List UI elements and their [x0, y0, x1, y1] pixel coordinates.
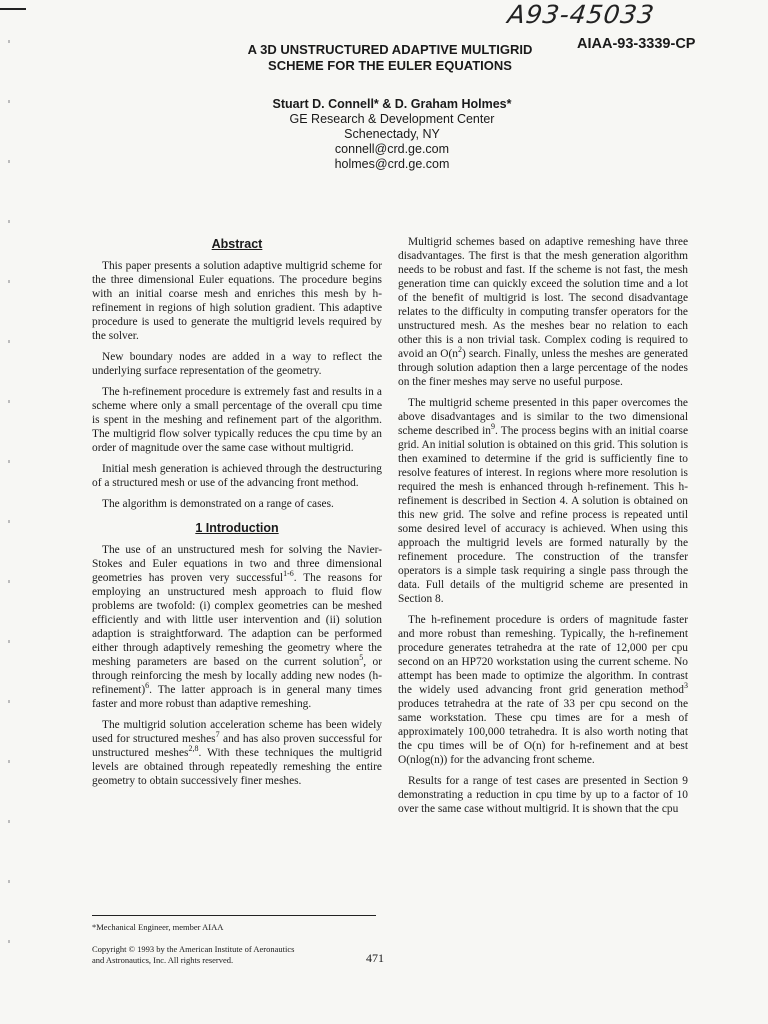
footnote: *Mechanical Engineer, member AIAA: [92, 922, 224, 932]
introduction-heading: 1 Introduction: [195, 521, 279, 535]
scan-corner-mark: [0, 8, 26, 10]
author-email-2: holmes@crd.ge.com: [334, 157, 450, 171]
author-names: Stuart D. Connell* & D. Graham Holmes*: [272, 97, 512, 111]
abstract-paragraph-1: This paper presents a solution adaptive multigrid scheme for the three dimensional Euler equations. The procedure begins with an initial coarse mesh and enriches this mesh by h-refinement in regions of high solution gradient. This adaptive procedure is used to generate the multigrid levels required by the solver.: [92, 260, 382, 342]
right-paragraph-1: [398, 235, 688, 389]
citation-superscript: 9: [490, 422, 495, 432]
handwritten-accession-number: A93-45033: [505, 0, 657, 29]
right-p1-text-a: Multigrid schemes based on adaptive remeshing have three disadvantages. The first is that the mesh generation algorithm needs to be robust and fast. If the scheme is not fast, the mesh generation time can quickly exceed the solution time and a lot of the benefit of multigrid is lost. The second disadvantage relates to the difficulty in computing transfer operators for the unstructured mesh. As the meshes bear no relation to each other this is a non trivial task. Complex coding is required to avoid an O(n: [398, 236, 688, 360]
copyright-line-1: Copyright © 1993 by the American Institute of Aeronautics: [92, 944, 295, 954]
intro-paragraph-2: [92, 718, 382, 788]
abstract-paragraph-3: The h-refinement procedure is extremely fast and results in a scheme where only a small percentage of the overall cpu time is spent in the meshing and refinement part of the algorithm. The multigrid flow solver typically reduces the cpu time by an order of magnitude over the same case without multigrid.: [92, 386, 382, 454]
scan-margin-marks: [8, 40, 10, 1000]
title-line-2: SCHEME FOR THE EULER EQUATIONS: [268, 58, 512, 73]
author-block: [230, 97, 554, 172]
copyright-notice: [92, 944, 372, 966]
intro-p1-text-b: . The reasons for employing an unstructured mesh approach to fluid flow problems are twofold: (i) complex geometries can be meshed efficiently and with little user intervention and (ii) solution adaption is straightforward. The adaption can be performed either through adaptively remeshing the geometry where the meshing parameters are based on the current solution: [92, 572, 382, 668]
paper-title: [180, 42, 600, 74]
right-p2-text-b: . The process begins with an initial coarse grid. An initial solution is obtained on this grid. This solution is then examined to determine if the grid is sufficiently fine to resolve features of interest. In regions where more resolution is required the mesh is enhanced through h-refinement. This h-refinement is described in Section 4. A solution is obtained on this new grid. The solve and refine process is repeated until some desired level of accuracy is achieved. When using this approach the multigrid levels are formed naturally by the refinement procedure. The construction of the transfer operators is a simple task requiring a single pass through the data. Full details of the multigrid scheme are presented in Section 8.: [398, 425, 688, 605]
footnote-divider: [92, 915, 376, 916]
copyright-line-2: and Astronautics, Inc. All rights reserved.: [92, 955, 234, 965]
abstract-paragraph-5: The algorithm is demonstrated on a range of cases.: [102, 498, 334, 510]
intro-p1-text-d: . The latter approach is in general many times faster and more robust than adaptive remeshing.: [92, 684, 382, 710]
citation-superscript: 1-6: [283, 569, 294, 579]
citation-superscript: 6: [145, 681, 150, 691]
intro-p2-text-c: . With these techniques the multigrid levels are obtained through repeatedly remeshing the entire geometry to obtain successively finer meshes.: [92, 747, 382, 787]
right-paragraph-2: [398, 396, 688, 606]
author-organization: GE Research & Development Center: [289, 112, 495, 126]
intro-p2-text-a: The multigrid solution acceleration scheme has been widely used for structured meshes: [92, 719, 382, 745]
author-location: Schenectady, NY: [344, 127, 440, 141]
citation-superscript: 3: [684, 681, 688, 691]
title-line-1: A 3D UNSTRUCTURED ADAPTIVE MULTIGRID: [247, 42, 533, 57]
intro-p1-text-c: , or through reinforcing the mesh by locally adding new nodes (h-refinement): [92, 656, 382, 696]
right-p3-text-a: The h-refinement procedure is orders of magnitude faster and more robust than remeshing. Typically, the h-refinement procedure generates tetrahedra at the rate of 12,000 per cpu second on an HP720 workstation using the current scheme. No attempt has been made to optimize the algorithm. In contrast the widely used advancing front grid generation method: [398, 614, 688, 696]
abstract-heading: Abstract: [211, 237, 263, 251]
exponent-superscript: 2: [458, 345, 462, 355]
right-column: [398, 235, 688, 823]
right-p3-text-b: produces tetrahedra at the rate of 33 per cpu second on the same workstation. These cpu times are for a mesh of approximately 100,000 tetrahedra. It is also worth noting that the cpu times will be of O(n) for h-refinement and at best O(nlog(n)) for the advancing front scheme.: [398, 698, 688, 766]
page-number: 471: [366, 951, 384, 965]
intro-p2-text-b: and has also proven successful for unstructured meshes: [92, 733, 382, 759]
abstract-paragraph-2: New boundary nodes are added in a way to reflect the underlying surface representation of the geometry.: [92, 351, 382, 377]
citation-superscript: 2,8: [188, 744, 199, 754]
left-column: [92, 235, 382, 795]
right-p1-text-b: ) search. Finally, unless the meshes are generated through solution adaption then a large percentage of the nodes on the finer meshes may serve no useful purpose.: [398, 348, 688, 388]
right-paragraph-4: Results for a range of test cases are presented in Section 9 demonstrating a reduction in cpu time by up to a factor of 10 over the same case without multigrid. It is shown that the cpu: [398, 775, 688, 815]
right-paragraph-3: [398, 613, 688, 767]
report-id: AIAA-93-3339-CP: [577, 36, 696, 52]
intro-p1-text-a: The use of an unstructured mesh for solving the Navier-Stokes and Euler equations in two and three dimensional geometries has proven very successful: [92, 544, 382, 584]
abstract-paragraph-4: Initial mesh generation is achieved through the destructuring of a structured mesh or use of the advancing front method.: [92, 463, 382, 489]
citation-superscript: 5: [359, 653, 364, 663]
author-email-1: connell@crd.ge.com: [334, 142, 450, 156]
right-p2-text-a: The multigrid scheme presented in this paper overcomes the above disadvantages and is similar to the two dimensional scheme described in: [398, 397, 688, 437]
intro-paragraph-1: [92, 543, 382, 711]
citation-superscript: 7: [215, 730, 220, 740]
